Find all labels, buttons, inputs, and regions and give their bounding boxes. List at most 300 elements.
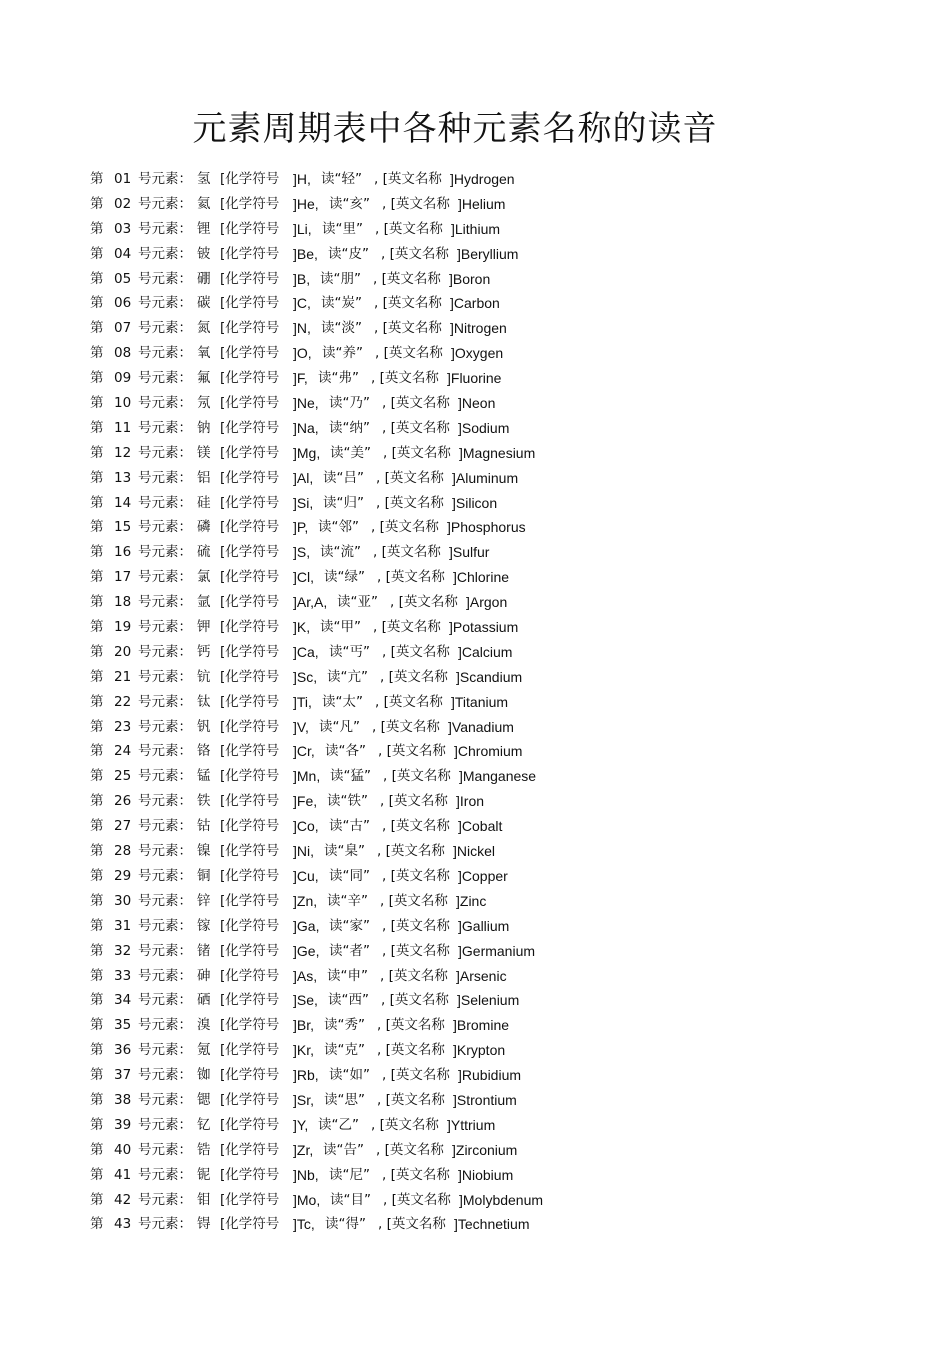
english-label: , [英文名称 [375,693,443,710]
element-character: 氯 [197,569,211,586]
element-reading: 读“猛” [330,768,371,785]
element-reading: 读“凡” [319,718,360,735]
list-item [90,391,890,416]
list-item [90,291,890,316]
element-number: 31 [114,917,132,934]
english-label: , [英文名称 [377,1042,445,1059]
element-english-name: ]Potassium [449,619,519,636]
element-character: 锂 [197,220,211,237]
element-reading: 读“邻” [318,519,359,536]
element-number: 13 [114,469,132,486]
element-reading: 读“西” [328,992,369,1009]
list-item [90,1063,890,1088]
row-prefix: 第 [90,295,104,312]
element-english-name: ]Oxygen [451,345,504,362]
element-label: 号元素： [138,793,192,810]
row-prefix: 第 [90,743,104,760]
symbol-label: [化学符号 [220,743,280,760]
row-prefix: 第 [90,220,104,237]
english-label: , [英文名称 [383,768,451,785]
page-title: 元素周期表中各种元素名称的读音 [192,109,718,149]
element-label: 号元素： [138,519,192,536]
element-label: 号元素： [138,245,192,262]
element-reading: 读“尼” [329,1166,370,1183]
element-number: 34 [114,992,132,1009]
symbol-label: [化学符号 [220,693,280,710]
list-item [90,1188,890,1213]
element-english-name: ]Aluminum [452,469,519,486]
list-item [90,690,890,715]
list-item [90,739,890,764]
english-label: , [英文名称 [382,1067,450,1084]
element-label: 号元素： [138,892,192,909]
symbol-label: [化学符号 [220,345,280,362]
element-reading: 读“亥” [329,195,370,212]
element-label: 号元素： [138,992,192,1009]
row-prefix: 第 [90,818,104,835]
element-number: 27 [114,818,132,835]
english-label: , [英文名称 [373,544,441,561]
element-number: 36 [114,1042,132,1059]
element-symbol: ]He, [293,195,319,212]
symbol-label: [化学符号 [220,370,280,387]
element-english-name: ]Zinc [456,892,487,909]
element-english-name: ]Copper [458,867,508,884]
element-english-name: ]Titanium [451,693,509,710]
element-reading: 读“克” [324,1042,365,1059]
list-item [90,366,890,391]
row-prefix: 第 [90,793,104,810]
symbol-label: [化学符号 [220,195,280,212]
symbol-label: [化学符号 [220,818,280,835]
english-label: , [英文名称 [371,370,439,387]
english-label: , [英文名称 [376,494,444,511]
row-prefix: 第 [90,245,104,262]
element-character: 氩 [197,594,211,611]
element-english-name: ]Calcium [458,643,513,660]
english-label: , [英文名称 [375,220,443,237]
element-label: 号元素： [138,594,192,611]
list-item [90,964,890,989]
element-number: 39 [114,1116,132,1133]
element-english-name: ]Zirconium [452,1141,518,1158]
element-label: 号元素： [138,1017,192,1034]
symbol-label: [化学符号 [220,444,280,461]
element-symbol: ]H, [293,171,311,187]
element-number: 19 [114,619,132,636]
element-reading: 读“轻” [321,171,362,187]
element-label: 号元素： [138,494,192,511]
element-label: 号元素： [138,1116,192,1133]
element-label: 号元素： [138,743,192,760]
row-prefix: 第 [90,892,104,909]
element-english-name: ]Vanadium [448,718,514,735]
english-label: , [英文名称 [380,892,448,909]
element-english-name: ]Krypton [453,1042,506,1059]
element-symbol: ]Li, [293,220,312,237]
element-label: 号元素： [138,668,192,685]
element-symbol: ]Cl, [293,569,314,586]
element-reading: 读“各” [325,743,366,760]
row-prefix: 第 [90,1166,104,1183]
element-reading: 读“铁” [327,793,368,810]
element-reading: 读“申” [327,967,368,984]
list-item [90,416,890,441]
element-english-name: ]Arsenic [456,967,507,984]
element-character: 钾 [197,619,211,636]
element-symbol: ]K, [293,619,311,636]
element-english-name: ]Niobium [458,1166,514,1183]
element-character: 铬 [197,743,211,760]
element-number: 24 [114,743,132,760]
list-item [90,864,890,889]
english-label: , [英文名称 [382,818,450,835]
element-reading: 读“目” [330,1191,371,1208]
english-label: , [英文名称 [382,195,450,212]
list-item [90,267,890,292]
list-item [90,1212,890,1237]
element-character: 镍 [197,843,211,860]
element-number: 29 [114,867,132,884]
element-number: 21 [114,668,132,685]
element-character: 锆 [197,1141,211,1158]
element-symbol: ]Fe, [293,793,318,810]
row-prefix: 第 [90,1191,104,1208]
element-number: 16 [114,544,132,561]
list-item [90,1013,890,1038]
english-label: , [英文名称 [377,1017,445,1034]
row-prefix: 第 [90,345,104,362]
element-character: 铝 [197,469,211,486]
element-reading: 读“秀” [324,1017,365,1034]
element-number: 02 [114,195,132,212]
english-label: , [英文名称 [382,395,450,412]
symbol-label: [化学符号 [220,171,280,187]
element-english-name: ]Boron [449,270,491,287]
element-reading: 读“里” [322,220,363,237]
element-number: 26 [114,793,132,810]
element-symbol: ]Ne, [293,395,319,412]
element-reading: 读“古” [329,818,370,835]
row-prefix: 第 [90,1116,104,1133]
element-english-name: ]Selenium [457,992,520,1009]
list-item [90,914,890,939]
element-number: 05 [114,270,132,287]
list-item [90,889,890,914]
element-reading: 读“甲” [320,619,361,636]
row-prefix: 第 [90,768,104,785]
english-label: , [英文名称 [374,171,442,187]
element-character: 锝 [197,1216,211,1233]
symbol-label: [化学符号 [220,992,280,1009]
english-label: , [英文名称 [381,992,449,1009]
symbol-label: [化学符号 [220,967,280,984]
element-english-name: ]Phosphorus [447,519,526,536]
symbol-label: [化学符号 [220,867,280,884]
element-symbol: ]Ca, [293,643,319,660]
row-prefix: 第 [90,693,104,710]
element-reading: 读“同” [329,867,370,884]
element-symbol: ]Si, [293,494,314,511]
element-label: 号元素： [138,1166,192,1183]
element-english-name: ]Cobalt [458,818,503,835]
element-symbol: ]Nb, [293,1166,319,1183]
english-label: , [英文名称 [373,619,441,636]
element-reading: 读“太” [322,693,363,710]
english-label: , [英文名称 [380,793,448,810]
element-english-name: ]Rubidium [458,1067,522,1084]
element-reading: 读“辛” [327,892,368,909]
element-number: 25 [114,768,132,785]
english-label: , [英文名称 [377,843,445,860]
row-prefix: 第 [90,619,104,636]
row-prefix: 第 [90,843,104,860]
element-character: 钴 [197,818,211,835]
english-label: , [英文名称 [376,1141,444,1158]
element-label: 号元素： [138,619,192,636]
element-english-name: ]Hydrogen [450,171,515,187]
symbol-label: [化学符号 [220,1042,280,1059]
element-number: 17 [114,569,132,586]
element-reading: 读“皮” [328,245,369,262]
element-reading: 读“弗” [318,370,359,387]
symbol-label: [化学符号 [220,1216,280,1233]
row-prefix: 第 [90,469,104,486]
element-label: 号元素： [138,967,192,984]
element-number: 43 [114,1216,132,1233]
element-label: 号元素： [138,469,192,486]
symbol-label: [化学符号 [220,768,280,785]
row-prefix: 第 [90,370,104,387]
symbol-label: [化学符号 [220,942,280,959]
element-number: 40 [114,1141,132,1158]
element-label: 号元素： [138,942,192,959]
row-prefix: 第 [90,171,104,187]
element-symbol: ]B, [293,270,311,287]
element-symbol: ]Mn, [293,768,321,785]
element-label: 号元素： [138,818,192,835]
element-number: 11 [114,419,132,436]
element-number: 03 [114,220,132,237]
element-symbol: ]Zr, [293,1141,314,1158]
element-english-name: ]Gallium [458,917,510,934]
element-label: 号元素： [138,1191,192,1208]
element-label: 号元素： [138,195,192,212]
element-symbol: ]Zn, [293,892,318,909]
element-reading: 读“者” [329,942,370,959]
english-label: , [英文名称 [371,519,439,536]
element-character: 钇 [197,1116,211,1133]
element-label: 号元素： [138,718,192,735]
element-symbol: ]C, [293,295,311,312]
element-label: 号元素： [138,768,192,785]
element-character: 硼 [197,270,211,287]
element-english-name: ]Germanium [458,942,536,959]
element-character: 氦 [197,195,211,212]
english-label: , [英文名称 [380,967,448,984]
element-label: 号元素： [138,569,192,586]
element-symbol: ]As, [293,967,318,984]
element-reading: 读“绿” [324,569,365,586]
element-reading: 读“思” [324,1091,365,1108]
element-english-name: ]Sodium [458,419,510,436]
element-character: 锶 [197,1091,211,1108]
element-symbol: ]Na, [293,419,319,436]
symbol-label: [化学符号 [220,1091,280,1108]
element-symbol: ]Sc, [293,668,318,685]
element-reading: 读“流” [320,544,361,561]
element-label: 号元素： [138,320,192,337]
symbol-label: [化学符号 [220,519,280,536]
english-label: , [英文名称 [390,594,458,611]
row-prefix: 第 [90,494,104,511]
symbol-label: [化学符号 [220,395,280,412]
element-label: 号元素： [138,1216,192,1233]
list-item [90,640,890,665]
element-character: 锰 [197,768,211,785]
element-symbol: ]S, [293,544,311,561]
element-character: 铜 [197,867,211,884]
element-symbol: ]F, [293,370,308,387]
row-prefix: 第 [90,917,104,934]
element-character: 锗 [197,942,211,959]
element-english-name: ]Molybdenum [459,1191,544,1208]
element-label: 号元素： [138,1141,192,1158]
element-english-name: ]Chromium [454,743,523,760]
element-number: 08 [114,345,132,362]
element-number: 15 [114,519,132,536]
symbol-label: [化学符号 [220,569,280,586]
list-item [90,217,890,242]
element-reading: 读“丐” [329,643,370,660]
row-prefix: 第 [90,992,104,1009]
element-english-name: ]Strontium [453,1091,517,1108]
element-english-name: ]Helium [458,195,506,212]
symbol-label: [化学符号 [220,419,280,436]
element-number: 01 [114,171,132,187]
element-label: 号元素： [138,867,192,884]
row-prefix: 第 [90,1141,104,1158]
element-number: 41 [114,1166,132,1183]
element-symbol: ]Ga, [293,917,320,934]
row-prefix: 第 [90,1042,104,1059]
row-prefix: 第 [90,320,104,337]
element-label: 号元素： [138,295,192,312]
element-symbol: ]Ni, [293,843,314,860]
element-number: 20 [114,643,132,660]
element-character: 钒 [197,718,211,735]
list-item [90,167,890,192]
symbol-label: [化学符号 [220,619,280,636]
element-reading: 读“得” [325,1216,366,1233]
list-item [90,764,890,789]
element-symbol: ]Ge, [293,942,320,959]
symbol-label: [化学符号 [220,1191,280,1208]
element-symbol: ]Ar,A, [293,594,328,611]
list-item [90,665,890,690]
element-english-name: ]Lithium [451,220,501,237]
list-item [90,1038,890,1063]
list-item [90,590,890,615]
english-label: , [英文名称 [377,569,445,586]
element-number: 14 [114,494,132,511]
element-character: 钛 [197,693,211,710]
symbol-label: [化学符号 [220,643,280,660]
list-item [90,988,890,1013]
element-number: 30 [114,892,132,909]
symbol-label: [化学符号 [220,594,280,611]
element-symbol: ]Sr, [293,1091,315,1108]
element-symbol: ]Ti, [293,693,312,710]
list-item [90,192,890,217]
list-item [90,515,890,540]
element-label: 号元素： [138,1067,192,1084]
element-reading: 读“美” [330,444,371,461]
element-number: 32 [114,942,132,959]
element-english-name: ]Scandium [456,668,523,685]
element-label: 号元素： [138,843,192,860]
row-prefix: 第 [90,1091,104,1108]
symbol-label: [化学符号 [220,1067,280,1084]
element-english-name: ]Beryllium [457,245,519,262]
element-character: 氮 [197,320,211,337]
english-label: , [英文名称 [382,419,450,436]
element-character: 氟 [197,370,211,387]
english-label: , [英文名称 [378,1216,446,1233]
element-english-name: ]Iron [456,793,485,810]
element-english-name: ]Yttrium [447,1116,496,1133]
element-english-name: ]Fluorine [447,370,502,387]
element-number: 22 [114,693,132,710]
list-item [90,441,890,466]
row-prefix: 第 [90,1216,104,1233]
element-label: 号元素： [138,544,192,561]
element-label: 号元素： [138,270,192,287]
element-symbol: ]Se, [293,992,318,1009]
element-label: 号元素： [138,444,192,461]
element-symbol: ]O, [293,345,312,362]
element-symbol: ]Be, [293,245,318,262]
element-number: 35 [114,1017,132,1034]
element-symbol: ]Cr, [293,743,315,760]
list-item [90,1163,890,1188]
list-item [90,615,890,640]
symbol-label: [化学符号 [220,793,280,810]
symbol-label: [化学符号 [220,843,280,860]
element-label: 号元素： [138,1091,192,1108]
element-english-name: ]Silicon [452,494,498,511]
english-label: , [英文名称 [382,942,450,959]
symbol-label: [化学符号 [220,1116,280,1133]
element-number: 38 [114,1091,132,1108]
english-label: , [英文名称 [382,867,450,884]
english-label: , [英文名称 [372,718,440,735]
element-character: 钪 [197,668,211,685]
list-item [90,491,890,516]
element-symbol: ]Mg, [293,444,321,461]
element-symbol: ]Y, [293,1116,309,1133]
row-prefix: 第 [90,395,104,412]
element-symbol: ]Co, [293,818,319,835]
element-character: 砷 [197,967,211,984]
element-character: 铌 [197,1166,211,1183]
english-label: , [英文名称 [376,469,444,486]
element-character: 磷 [197,519,211,536]
symbol-label: [化学符号 [220,270,280,287]
english-label: , [英文名称 [374,295,442,312]
row-prefix: 第 [90,419,104,436]
element-number: 04 [114,245,132,262]
